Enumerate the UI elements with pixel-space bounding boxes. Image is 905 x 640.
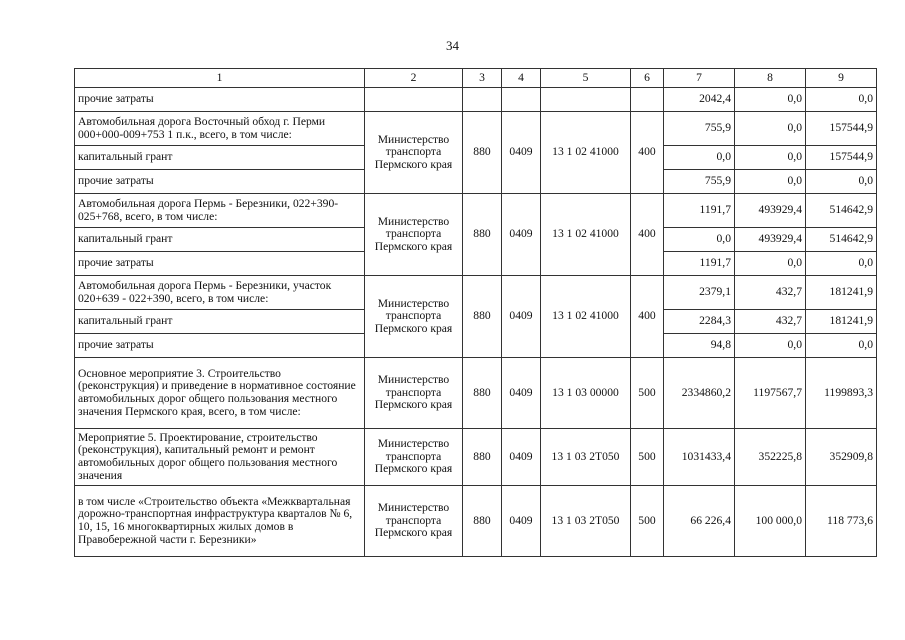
row-c3: 880	[463, 429, 502, 486]
table-row	[75, 276, 877, 310]
row-c3: 880	[463, 486, 502, 557]
row-v8: 352225,8	[735, 429, 806, 486]
row-v9: 157544,9	[806, 146, 877, 170]
row-c3: 880	[463, 358, 502, 429]
row-name: прочие затраты	[75, 88, 365, 112]
table-row	[75, 88, 877, 112]
row-v9: 0,0	[806, 88, 877, 112]
row-v7: 2334860,2	[664, 358, 735, 429]
row-c6: 400	[631, 276, 664, 358]
row-v7: 755,9	[664, 170, 735, 194]
table-row	[75, 194, 877, 228]
row-v8: 0,0	[735, 334, 806, 358]
column-header: 1	[75, 69, 365, 88]
row-org: Министерство транспорта Пермского края	[365, 358, 463, 429]
row-c5: 13 1 02 41000	[541, 276, 631, 358]
row-v7: 2042,4	[664, 88, 735, 112]
row-name: капитальный грант	[75, 228, 365, 252]
row-name: прочие затраты	[75, 170, 365, 194]
row-org: Министерство транспорта Пермского края	[365, 112, 463, 194]
row-v9: 1199893,3	[806, 358, 877, 429]
row-name: капитальный грант	[75, 310, 365, 334]
header-row	[75, 69, 877, 88]
row-org: Министерство транспорта Пермского края	[365, 276, 463, 358]
row-c4: 0409	[502, 429, 541, 486]
row-v7: 1191,7	[664, 194, 735, 228]
row-v9: 157544,9	[806, 112, 877, 146]
row-c6: 500	[631, 486, 664, 557]
table-row	[75, 112, 877, 146]
row-v9: 181241,9	[806, 310, 877, 334]
column-header: 3	[463, 69, 502, 88]
row-c4: 0409	[502, 276, 541, 358]
row-v9: 0,0	[806, 252, 877, 276]
row-v8: 0,0	[735, 146, 806, 170]
row-v9: 514642,9	[806, 228, 877, 252]
row-c4: 0409	[502, 486, 541, 557]
row-c6	[631, 88, 664, 112]
row-c6: 400	[631, 194, 664, 276]
row-name: Автомобильная дорога Пермь - Березники, 022+390-025+768, всего, в том числе:	[75, 194, 365, 228]
row-c4	[502, 88, 541, 112]
row-v9: 352909,8	[806, 429, 877, 486]
budget-table	[74, 68, 877, 557]
row-v8: 1197567,7	[735, 358, 806, 429]
row-c5: 13 1 03 2Т050	[541, 429, 631, 486]
row-v8: 100 000,0	[735, 486, 806, 557]
row-c5: 13 1 02 41000	[541, 194, 631, 276]
row-v8: 432,7	[735, 276, 806, 310]
row-org: Министерство транспорта Пермского края	[365, 486, 463, 557]
row-org	[365, 88, 463, 112]
row-c5: 13 1 03 2Т050	[541, 486, 631, 557]
column-header: 6	[631, 69, 664, 88]
row-v9: 181241,9	[806, 276, 877, 310]
row-c6: 500	[631, 358, 664, 429]
column-header: 2	[365, 69, 463, 88]
row-c6: 400	[631, 112, 664, 194]
row-c5: 13 1 02 41000	[541, 112, 631, 194]
row-v8: 493929,4	[735, 228, 806, 252]
row-name: прочие затраты	[75, 252, 365, 276]
row-v8: 432,7	[735, 310, 806, 334]
row-c4: 0409	[502, 194, 541, 276]
row-c5: 13 1 03 00000	[541, 358, 631, 429]
row-v9: 514642,9	[806, 194, 877, 228]
row-c5	[541, 88, 631, 112]
row-c3: 880	[463, 194, 502, 276]
row-c4: 0409	[502, 112, 541, 194]
row-org: Министерство транспорта Пермского края	[365, 429, 463, 486]
column-header: 8	[735, 69, 806, 88]
row-name: Основное мероприятие 3. Строительство (реконструкция) и приведение в нормативное состояние автомобильных дорог общего пользования местного значения Пермского края, всего, в том числе:	[75, 358, 365, 429]
row-v7: 0,0	[664, 146, 735, 170]
row-v9: 0,0	[806, 170, 877, 194]
row-v7: 1031433,4	[664, 429, 735, 486]
row-org: Министерство транспорта Пермского края	[365, 194, 463, 276]
row-c6: 500	[631, 429, 664, 486]
column-header: 9	[806, 69, 877, 88]
row-c3: 880	[463, 112, 502, 194]
row-v7: 755,9	[664, 112, 735, 146]
row-v7: 94,8	[664, 334, 735, 358]
row-name: капитальный грант	[75, 146, 365, 170]
row-c3: 880	[463, 276, 502, 358]
row-name: Автомобильная дорога Пермь - Березники, участок 020+639 - 022+390, всего, в том числе:	[75, 276, 365, 310]
row-v8: 0,0	[735, 88, 806, 112]
table-row	[75, 486, 877, 557]
row-v8: 0,0	[735, 252, 806, 276]
table-row	[75, 429, 877, 486]
row-name: прочие затраты	[75, 334, 365, 358]
row-v7: 2379,1	[664, 276, 735, 310]
row-v7: 0,0	[664, 228, 735, 252]
row-name: Автомобильная дорога Восточный обход г. Перми 000+000-009+753 1 п.к., всего, в том числе:	[75, 112, 365, 146]
row-c3	[463, 88, 502, 112]
column-header: 7	[664, 69, 735, 88]
row-v8: 0,0	[735, 112, 806, 146]
column-header: 4	[502, 69, 541, 88]
column-header: 5	[541, 69, 631, 88]
row-v9: 0,0	[806, 334, 877, 358]
row-v8: 493929,4	[735, 194, 806, 228]
page-number: 34	[446, 38, 459, 53]
row-c4: 0409	[502, 358, 541, 429]
row-name: Мероприятие 5. Проектирование, строительство (реконструкция), капитальный ремонт и ремонт автомобильных дорог общего пользования местного значения	[75, 429, 365, 486]
row-v7: 2284,3	[664, 310, 735, 334]
row-v7: 66 226,4	[664, 486, 735, 557]
row-v7: 1191,7	[664, 252, 735, 276]
row-name: в том числе «Строительство объекта «Межквартальная дорожно-транспортная инфраструктура кварталов № 6, 10, 15, 16 многоквартирных жилых домов в Правобережной части г. Березники»	[75, 486, 365, 557]
row-v9: 118 773,6	[806, 486, 877, 557]
table-row	[75, 358, 877, 429]
row-v8: 0,0	[735, 170, 806, 194]
